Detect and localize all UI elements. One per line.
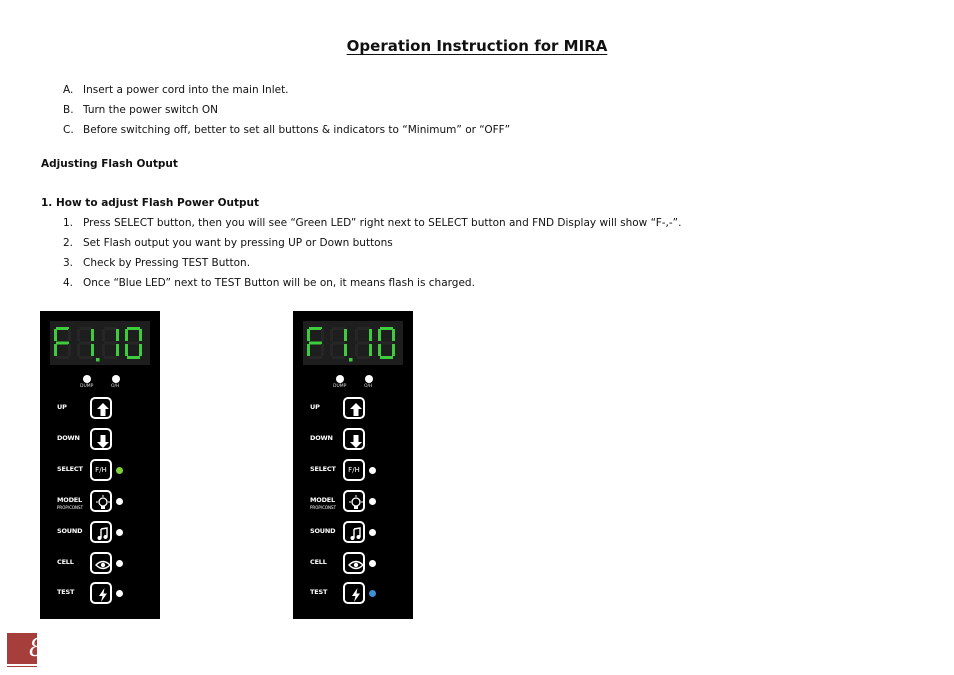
select-led [369, 467, 376, 474]
overheat-label: O/H [364, 384, 373, 389]
model-button[interactable] [90, 490, 112, 512]
list-item: 3. Check by Pressing TEST Button. [63, 257, 251, 269]
control-panel-left [40, 311, 160, 619]
cell-led [116, 560, 123, 567]
test-button[interactable] [90, 582, 112, 604]
subsection-heading: 1. How to adjust Flash Power Output [41, 197, 260, 209]
page-number-badge [7, 633, 45, 664]
list-item: C. Before switching off, better to set all buttons & indicators to “Minimum” or “OFF” [63, 124, 511, 136]
sound-label: SOUND [310, 527, 336, 535]
select-label: SELECT [57, 465, 83, 473]
model-label: MODEL [310, 496, 335, 504]
eye-icon [347, 556, 365, 574]
cell-button[interactable] [343, 552, 365, 574]
test-led [369, 590, 376, 597]
sound-button[interactable] [343, 521, 365, 543]
select-button[interactable] [343, 459, 365, 481]
dump-indicator [336, 375, 344, 383]
test-label: TEST [310, 588, 328, 596]
overheat-label: O/H [111, 384, 120, 389]
bulb-icon [94, 494, 112, 512]
down-label: DOWN [57, 434, 80, 442]
dump-label: DUMP [333, 384, 347, 389]
select-label: SELECT [310, 465, 336, 473]
note-icon [94, 525, 112, 543]
page-number-underline [7, 666, 37, 667]
test-label: TEST [57, 588, 75, 596]
cell-label: CELL [57, 558, 74, 566]
model-led [116, 498, 123, 505]
up-icon [94, 401, 112, 419]
note-icon [347, 525, 365, 543]
sound-button[interactable] [90, 521, 112, 543]
fnd-display [303, 321, 403, 365]
down-button[interactable] [343, 428, 365, 450]
eye-icon [94, 556, 112, 574]
sound-led [369, 529, 376, 536]
list-item: 4. Once “Blue LED” next to TEST Button will be on, it means flash is charged. [63, 277, 475, 289]
model-sub-label: PROP/CONST [57, 505, 84, 510]
bolt-icon [94, 586, 112, 604]
list-item: 2. Set Flash output you want by pressing UP or Down buttons [63, 237, 393, 249]
cell-label: CELL [310, 558, 327, 566]
model-label: MODEL [57, 496, 82, 504]
down-label: DOWN [310, 434, 333, 442]
down-icon [347, 432, 365, 450]
dump-indicator [83, 375, 91, 383]
select-button-label: F/H [95, 466, 107, 474]
list-item: B. Turn the power switch ON [63, 104, 218, 116]
select-button-label: F/H [348, 466, 360, 474]
down-icon [94, 432, 112, 450]
down-button[interactable] [90, 428, 112, 450]
sound-led [116, 529, 123, 536]
bulb-icon [347, 494, 365, 512]
section-heading: Adjusting Flash Output [41, 158, 178, 170]
up-icon [347, 401, 365, 419]
cell-button[interactable] [90, 552, 112, 574]
page-number: 8 [29, 634, 45, 662]
model-led [369, 498, 376, 505]
list-item: A. Insert a power cord into the main Inlet. [63, 84, 289, 96]
page-title: Operation Instruction for MIRA [346, 37, 608, 55]
model-button[interactable] [343, 490, 365, 512]
sound-label: SOUND [57, 527, 83, 535]
up-button[interactable] [90, 397, 112, 419]
bolt-icon [347, 586, 365, 604]
overheat-indicator [365, 375, 373, 383]
control-panel-right [293, 311, 413, 619]
overheat-indicator [112, 375, 120, 383]
test-button[interactable] [343, 582, 365, 604]
up-label: UP [57, 403, 67, 411]
dump-label: DUMP [80, 384, 94, 389]
cell-led [369, 560, 376, 567]
test-led [116, 590, 123, 597]
select-button[interactable] [90, 459, 112, 481]
list-item: 1. Press SELECT button, then you will see “Green LED” right next to SELECT button and FND Display will show “F-,-”. [63, 217, 682, 229]
up-label: UP [310, 403, 320, 411]
fnd-display [50, 321, 150, 365]
model-sub-label: PROP/CONST [310, 505, 337, 510]
select-led [116, 467, 123, 474]
up-button[interactable] [343, 397, 365, 419]
